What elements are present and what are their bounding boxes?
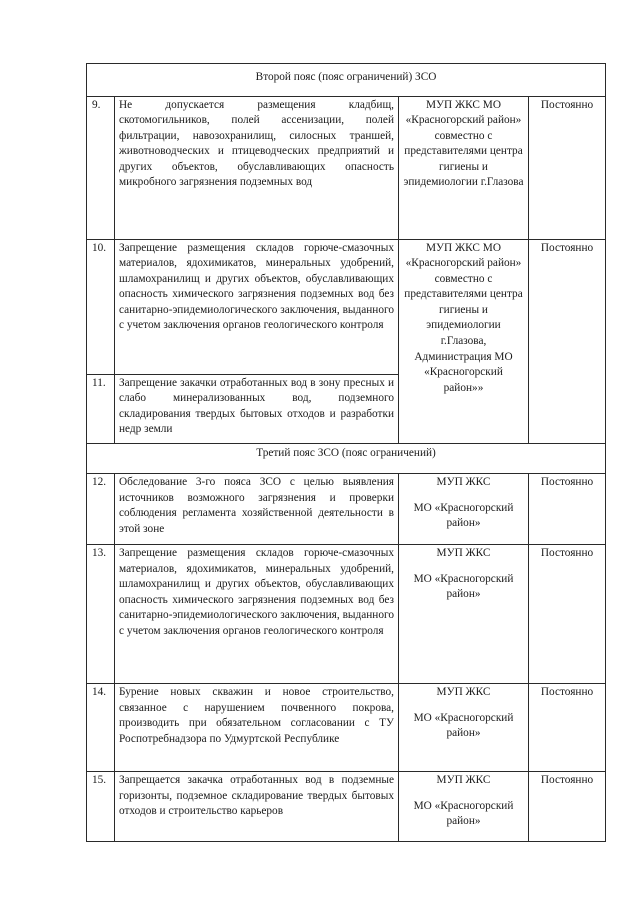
measure-text: Запрещается закачка отработанных вод в подземные горизонты, подземное складирование твердых бытовых отходов и строительство карьеров bbox=[115, 772, 399, 842]
table-row bbox=[87, 545, 606, 684]
responsible-cell bbox=[399, 772, 529, 842]
measure-text: Запрещение размещения складов горюче-смазочных материалов, ядохимикатов, минеральных удобрений, шламохранилищ и других объектов, обуславливающих опасность химического загрязнения подземных вод без санитарно-эпидемиологического заключения, выданного с учетом заключения органов геологического контроля bbox=[115, 239, 399, 374]
section-row bbox=[87, 443, 606, 474]
table-row bbox=[87, 684, 606, 772]
section-title-third-zone: Третий пояс ЗСО (пояс ограничений) bbox=[87, 443, 606, 474]
term-cell: Постоянно bbox=[529, 545, 606, 684]
responsible-mo: МО «Красногорский район» bbox=[413, 572, 514, 601]
term-cell: Постоянно bbox=[529, 96, 606, 239]
row-number: 10. bbox=[87, 239, 115, 374]
measure-text: Запрещение закачки отработанных вод в зону пресных и слабо минерализованных вод, подземного складирования твердых бытовых отходов и разработки недр земли bbox=[115, 374, 399, 443]
responsible-cell bbox=[399, 545, 529, 684]
measure-text: Запрещение размещения складов горюче-смазочных материалов, ядохимикатов, минеральных удобрений, шламохранилищ и других объектов, обуславливающих опасность химического загрязнения подземных вод без санитарно-эпидемиологического заключения, выданного с учетом заключения органов геологического контроля bbox=[115, 545, 399, 684]
row-number: 13. bbox=[87, 545, 115, 684]
row-number: 15. bbox=[87, 772, 115, 842]
row-number: 14. bbox=[87, 684, 115, 772]
measures-table bbox=[86, 63, 606, 842]
responsible-mo: МО «Красногорский район» bbox=[413, 799, 514, 828]
responsible-cell: МУП ЖКС МО «Красногорский район» совместно с представителями центра гигиены и эпидемиологии г.Глазова, Администрация МО «Красногорский район»» bbox=[399, 239, 529, 443]
measure-text: Обследование 3-го пояса ЗСО с целью выявления источников возможного загрязнения и проверки соблюдения регламента хозяйственной деятельности в этой зоне bbox=[115, 474, 399, 545]
responsible-org: МУП ЖКС bbox=[436, 547, 491, 560]
term-cell: Постоянно bbox=[529, 772, 606, 842]
responsible-org: МУП ЖКС bbox=[436, 774, 491, 787]
responsible-org: МУП ЖКС bbox=[436, 476, 491, 489]
term-cell: Постоянно bbox=[529, 684, 606, 772]
responsible-mo: МО «Красногорский район» bbox=[413, 711, 514, 740]
responsible-cell bbox=[399, 684, 529, 772]
row-number: 9. bbox=[87, 96, 115, 239]
section-row bbox=[87, 64, 606, 97]
row-number: 11. bbox=[87, 374, 115, 443]
responsible-mo: МО «Красногорский район» bbox=[413, 501, 514, 530]
measure-text: Бурение новых скважин и новое строительство, связанное с нарушением почвенного покрова, производить при обязательном согласовании с ТУ Роспотребнадзора по Удмуртской Республике bbox=[115, 684, 399, 772]
table-row bbox=[87, 239, 606, 374]
responsible-cell bbox=[399, 474, 529, 545]
table-row bbox=[87, 96, 606, 239]
section-title-second-zone: Второй пояс (пояс ограничений) ЗСО bbox=[87, 64, 606, 97]
responsible-cell: МУП ЖКС МО «Красногорский район» совместно с представителями центра гигиены и эпидемиологии г.Глазова bbox=[399, 96, 529, 239]
table-row bbox=[87, 772, 606, 842]
term-cell: Постоянно bbox=[529, 239, 606, 443]
term-cell: Постоянно bbox=[529, 474, 606, 545]
measure-text: Не допускается размещения кладбищ, скотомогильников, полей ассенизации, полей фильтрации, навозохранилищ, силосных траншей, животноводческих и птицеводческих предприятий и других объектов, обуславливающих опасность микробного загрязнения подземных вод bbox=[115, 96, 399, 239]
row-number: 12. bbox=[87, 474, 115, 545]
responsible-org: МУП ЖКС bbox=[436, 686, 491, 699]
table-row bbox=[87, 474, 606, 545]
